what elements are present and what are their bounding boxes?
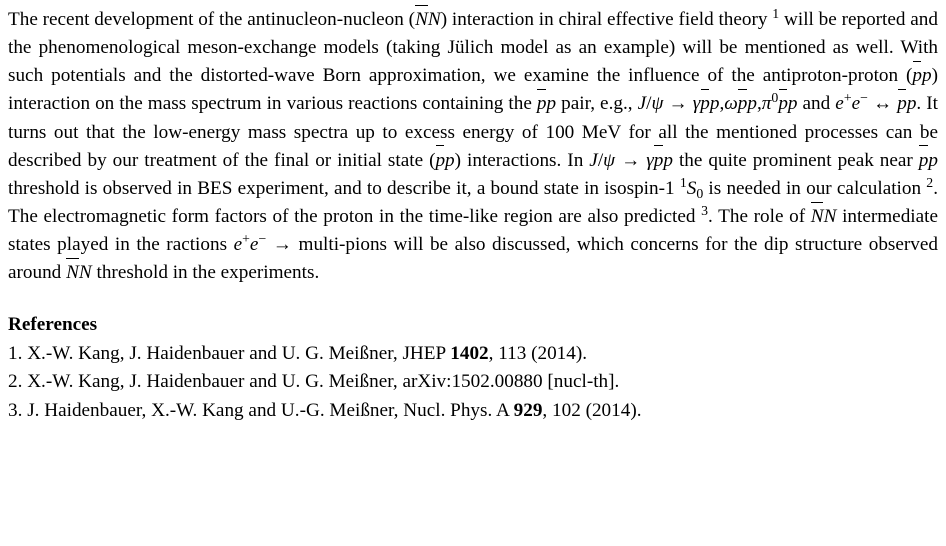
math-pbarp-2: pp xyxy=(537,93,556,114)
abstract-seg-20: is needed in our calculation xyxy=(703,177,927,199)
math-ee-to: e+e− → xyxy=(233,231,292,255)
reference-pages: , 102 (2014). xyxy=(542,399,642,421)
abstract-seg-8: pair, e.g., xyxy=(556,93,638,115)
abstract-text xyxy=(8,6,938,287)
math-eeto-pbarp: e+e− ↔ pp xyxy=(835,93,916,114)
math-jpsi-decays: $J/\psi \to \gamma pp,\omega pp,\pi^0pp$ xyxy=(638,93,798,114)
reference-volume: 1402 xyxy=(450,343,489,365)
excess-energy-value: 100 MeV xyxy=(545,121,621,143)
reference-journal: JHEP xyxy=(402,343,446,365)
abstract-seg-18: threshold is observed in BES experiment, and to describe it, a bound state in isospin-1 xyxy=(8,177,680,199)
abstract-seg-12b: for all the mentioned processes can be described by our treatment of the final or initial state ( xyxy=(8,121,938,171)
reference-number: 2. xyxy=(8,371,23,393)
math-nbarn-1: NN xyxy=(415,9,441,30)
references-list xyxy=(8,340,938,425)
reference-number: 3. xyxy=(8,399,23,421)
footnote-marker-1: 1 xyxy=(772,5,780,21)
abstract-seg-0: The recent development of the antinucleon-nucleon ( xyxy=(8,9,416,30)
reference-authors: J. Haidenbauer, X.-W. Kang and U.-G. Meißner, xyxy=(27,399,399,421)
reference-number: 1. xyxy=(8,343,23,365)
math-jpsi-gamma-pbarp: J/ψ → γpp xyxy=(589,150,673,171)
reference-authors: X.-W. Kang, J. Haidenbauer and U. G. Meißner, xyxy=(27,343,398,365)
math-1s0: $^1S_0$ xyxy=(679,174,704,201)
abstract-seg-16: the quite prominent peak near xyxy=(672,149,919,171)
reference-item-1 xyxy=(8,340,938,368)
abstract-seg-28: multi-pions will be also discussed, which concerns for the dip structure observed around xyxy=(8,234,938,284)
footnote-marker-2: 2 xyxy=(926,174,934,190)
reference-journal: Nucl. Phys. A xyxy=(403,399,509,421)
reference-journal: arXiv:1502.00880 [nucl-th]. xyxy=(402,371,620,393)
abstract-seg-10: and xyxy=(797,93,836,115)
reference-pages: , 113 (2014). xyxy=(488,343,588,365)
math-pbarp-1: pp xyxy=(912,65,931,86)
abstract-seg-12a: . It turns out that the low-energy mass spectra up to excess energy of xyxy=(8,93,938,143)
math-nbarn-2: NN xyxy=(811,206,837,227)
abstract-seg-26: intermediate states played in the ractions xyxy=(8,205,938,255)
math-nbarn-3: NN xyxy=(66,262,92,283)
abstract-seg-6: ) interaction on the mass spectrum in various reactions containing the xyxy=(8,65,938,115)
abstract-seg-14: ) interactions. In xyxy=(454,149,590,171)
math-pbarp-4: pp xyxy=(919,150,938,171)
footnote-marker-3: 3 xyxy=(701,202,709,218)
abstract-seg-24: . The role of xyxy=(708,205,811,227)
reference-item-3 xyxy=(8,397,938,425)
abstract-paragraph xyxy=(8,6,938,287)
abstract-seg-4: will be reported and the phenomenological meson-exchange models (taking Jülich model as an example) will be mentioned as well. With such potentials and the distorted-wave Born approximation, we examine the influence of the antiproton-proton ( xyxy=(8,9,938,87)
reference-authors: X.-W. Kang, J. Haidenbauer and U. G. Meißner, xyxy=(27,371,398,393)
abstract-seg-2: ) interaction in chiral effective field theory xyxy=(440,9,773,30)
reference-item-2 xyxy=(8,368,938,396)
abstract-seg-30: threshold in the experiments. xyxy=(91,262,320,284)
reference-volume: 929 xyxy=(513,399,543,421)
references-heading: References xyxy=(8,314,98,336)
math-pbarp-3: pp xyxy=(435,150,454,171)
abstract-seg-22: . The electromagnetic form factors of the proton in the time-like region are also predicted xyxy=(8,177,938,227)
